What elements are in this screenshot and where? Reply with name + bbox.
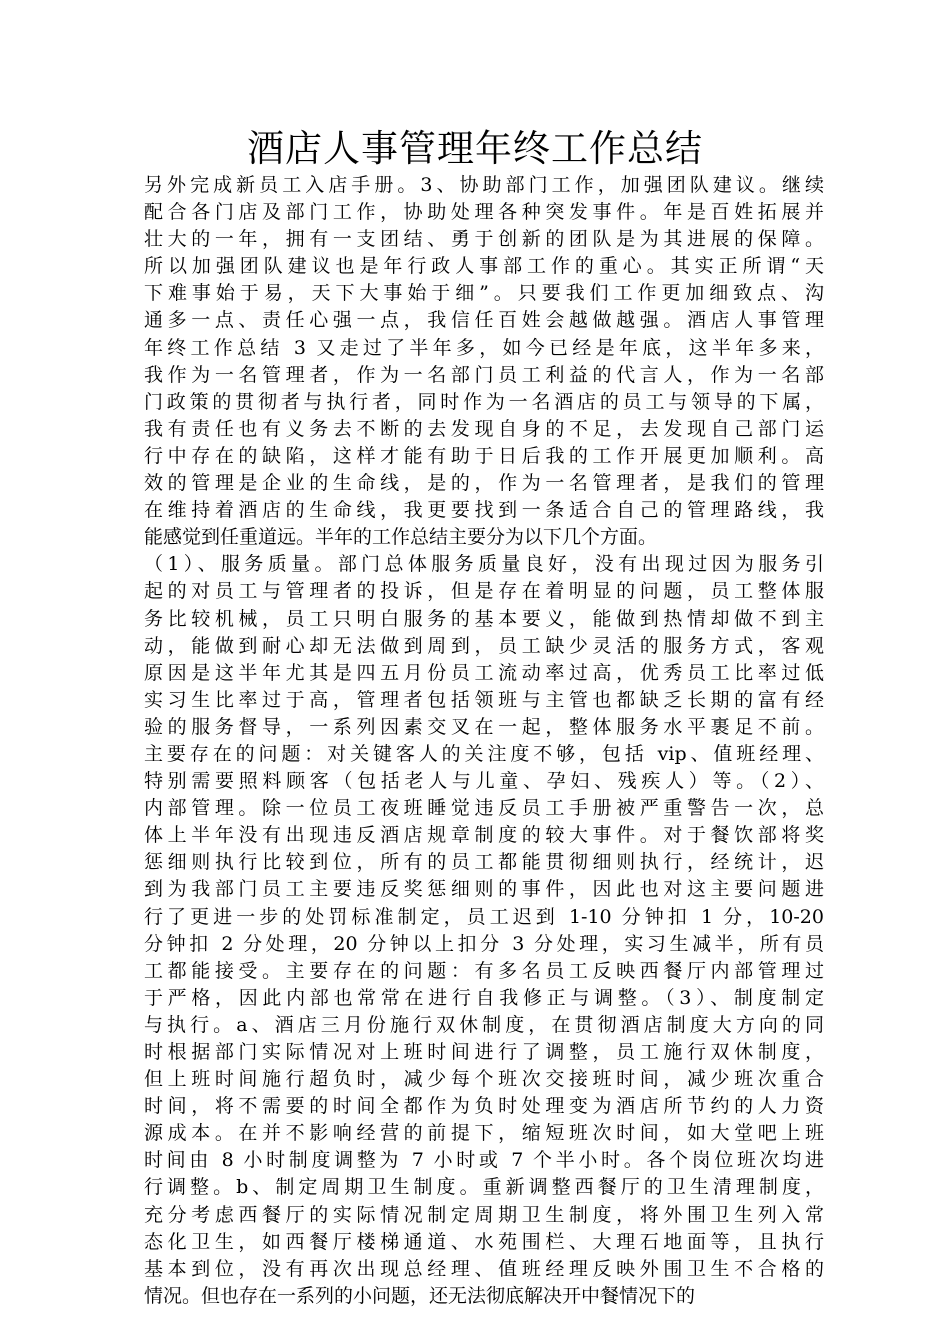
body-line: 务比较机械，员工只明白服务的基本要义，能做到热情却做不到主	[144, 607, 824, 630]
body-line: 时根据部门实际情况对上班时间进行了调整，员工施行双休制度，	[144, 1041, 824, 1063]
body-line: 能感觉到任重道远。半年的工作总结主要分为以下几个方面。	[144, 526, 658, 549]
body-line: 源成本。在并不影响经营的前提下，缩短班次时间，如大堂吧上班	[144, 1122, 824, 1145]
body-line: 到为我部门员工主要违反奖惩细则的事件，因此也对这主要问题进	[144, 878, 824, 901]
body-line: 时间，将不需要的时间全都作为负时处理变为酒店所节约的人力资	[144, 1095, 824, 1118]
body-line: 但上班时间施行超负时，减少每个班次交接班时间，减少班次重合	[144, 1068, 824, 1091]
body-line: 内部管理。除一位员工夜班睡觉违反员工手册被严重警告一次，总	[144, 797, 824, 820]
body-line: （1）、服务质量。部门总体服务质量良好，没有出现过因为服务引	[144, 553, 824, 576]
body-line: 原因是这半年尤其是四五月份员工流动率过高，优秀员工比率过低	[144, 661, 824, 684]
body-line: 年终工作总结 3 又走过了半年多，如今已经是年底，这半年多来，	[144, 336, 824, 359]
body-line: 配合各门店及部门工作，协助处理各种突发事件。年是百姓拓展并	[144, 201, 824, 224]
body-line: 体上半年没有出现违反酒店规章制度的较大事件。对于餐饮部将奖	[144, 824, 824, 847]
body-line: 惩细则执行比较到位，所有的员工都能贯彻细则执行，经统计，迟	[144, 851, 824, 874]
document-body	[144, 172, 824, 1310]
body-line: 充分考虑西餐厅的实际情况制定周期卫生制度，将外围卫生列入常	[144, 1203, 824, 1226]
body-line: 分钟扣 2 分处理，20 分钟以上扣分 3 分处理，实习生减半，所有员	[144, 932, 824, 955]
body-line: 与执行。a、酒店三月份施行双休制度，在贯彻酒店制度大方向的同	[144, 1013, 824, 1036]
body-line: 动，能做到耐心却无法做到周到，员工缺少灵活的服务方式，客观	[144, 634, 824, 657]
body-line: 我作为一名管理者，作为一名部门员工利益的代言人，作为一名部	[144, 363, 824, 386]
body-line: 下难事始于易，天下大事始于细”。只要我们工作更加细致点、沟	[144, 282, 824, 305]
body-line: 于严格，因此内部也常常在进行自我修正与调整。（3）、制度制定	[144, 986, 824, 1009]
body-line: 态化卫生，如西餐厅楼梯通道、水苑围栏、大理石地面等，且执行	[144, 1230, 824, 1253]
body-line: 在维持着酒店的生命线，我更要找到一条适合自己的管理路线，我	[144, 499, 824, 522]
body-line: 壮大的一年，拥有一支团结、勇于创新的团队是为其进展的保障。	[144, 228, 824, 251]
body-line: 实习生比率过于高，管理者包括领班与主管也都缺乏长期的富有经	[144, 688, 824, 711]
body-line: 起的对员工与管理者的投诉，但是存在着明显的问题，员工整体服	[144, 580, 824, 603]
body-line: 验的服务督导，一系列因素交叉在一起，整体服务水平裹足不前。	[144, 715, 824, 738]
body-line: 我有责任也有义务去不断的去发现自身的不足，去发现自己部门运	[144, 417, 824, 440]
body-line: 所以加强团队建议也是年行政人事部工作的重心。其实正所谓“天	[144, 255, 824, 278]
body-line: 特别需要照料顾客（包括老人与儿童、孕妇、残疾人）等。（2）、	[144, 770, 824, 793]
body-line: 门政策的贯彻者与执行者，同时作为一名酒店的员工与领导的下属，	[144, 390, 824, 413]
body-line: 工都能接受。主要存在的问题：有多名员工反映西餐厅内部管理过	[144, 959, 824, 982]
body-line: 行调整。b、制定周期卫生制度。重新调整西餐厅的卫生清理制度，	[144, 1176, 824, 1199]
body-line: 情况。但也存在一系列的小问题，还无法彻底解决开中餐情况下的	[144, 1284, 696, 1307]
document-title: 酒店人事管理年终工作总结	[247, 127, 703, 170]
body-line: 主要存在的问题：对关键客人的关注度不够，包括 vip、值班经理、	[144, 742, 824, 765]
body-line: 时间由 8 小时制度调整为 7 小时或 7 个半小时。各个岗位班次均进	[144, 1149, 824, 1172]
body-line: 通多一点、责任心强一点，我信任百姓会越做越强。酒店人事管理	[144, 309, 824, 332]
body-line: 行了更进一步的处罚标准制定，员工迟到 1-10 分钟扣 1 分，10-20	[144, 905, 824, 928]
body-line: 行中存在的缺陷，这样才能有助于日后我的工作开展更加顺利。高	[144, 444, 824, 467]
body-line: 另外完成新员工入店手册。3、协助部门工作，加强团队建议。继续	[144, 174, 824, 196]
body-line: 基本到位，没有再次出现总经理、值班经理反映外围卫生不合格的	[144, 1257, 824, 1280]
body-line: 效的管理是企业的生命线，是的，作为一名管理者，是我们的管理	[144, 472, 824, 495]
